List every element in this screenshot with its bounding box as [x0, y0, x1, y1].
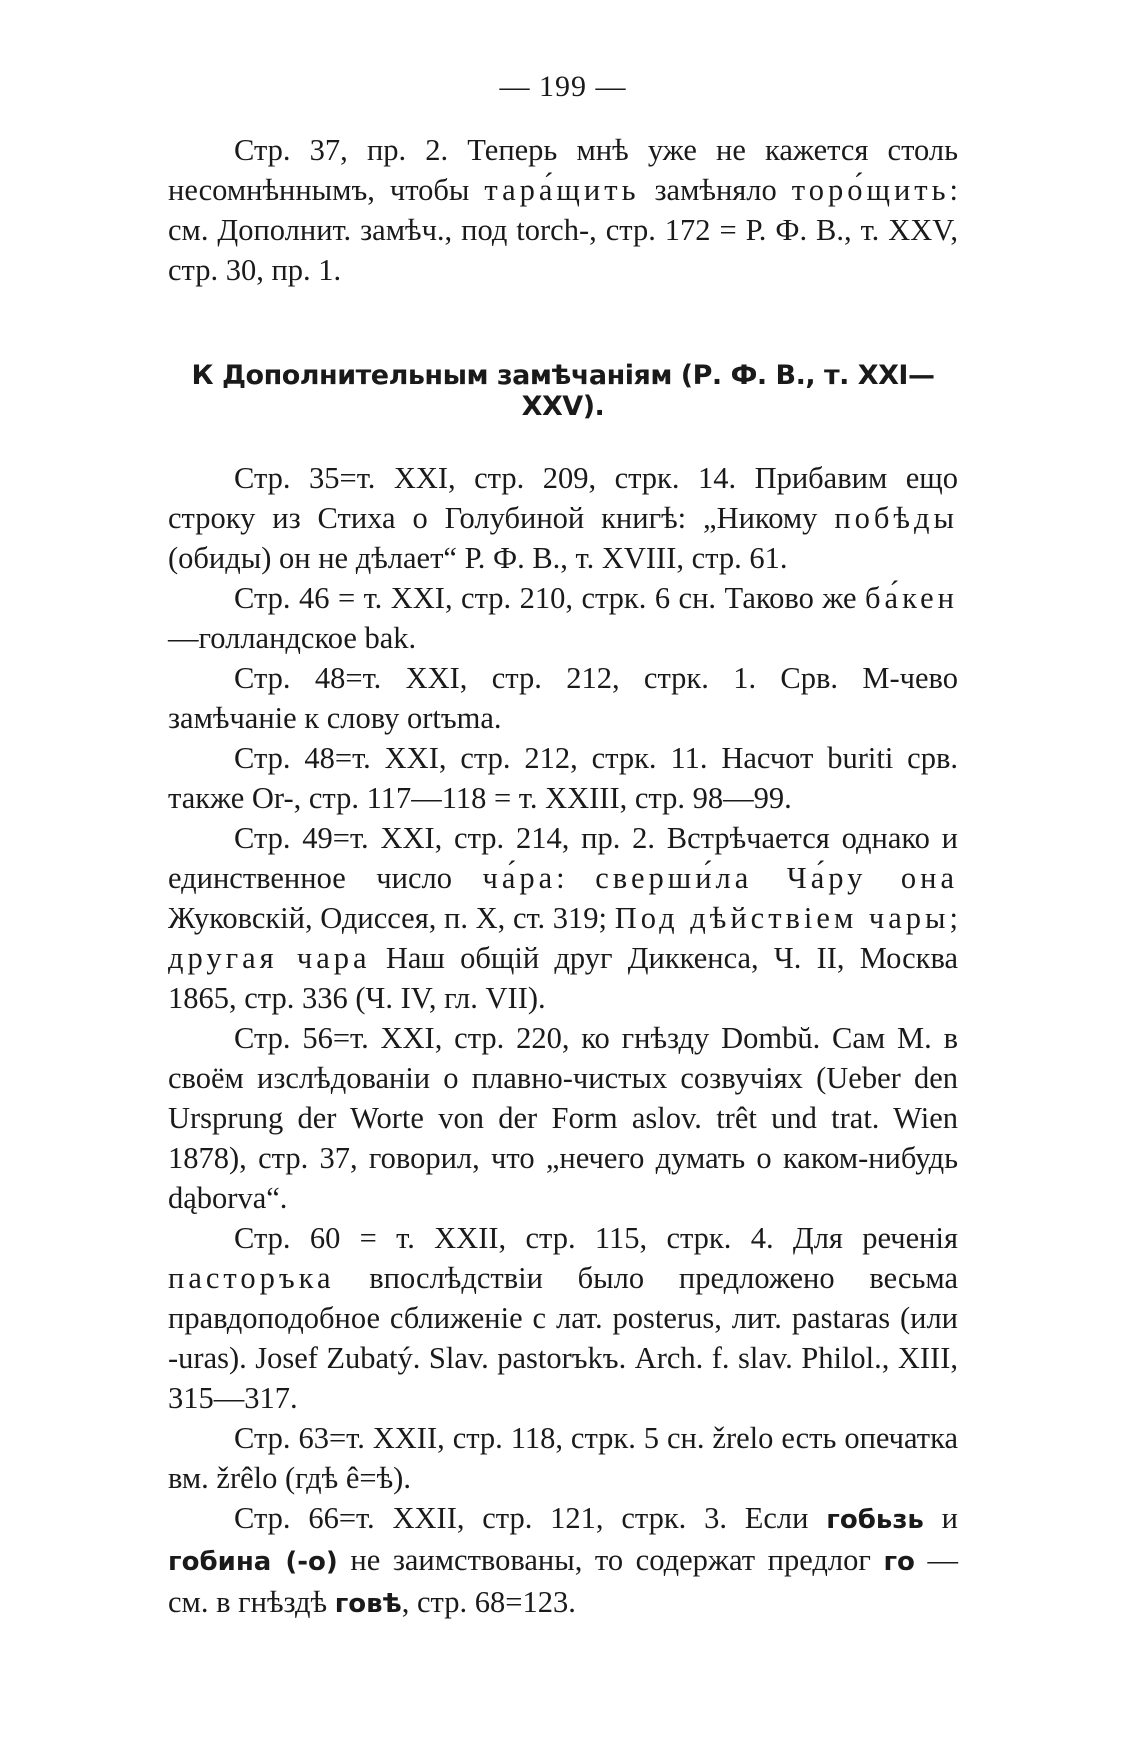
text-run: Стр. 66=т. XXII, стр. 121, стрк. 3. Если [234, 1501, 827, 1535]
entry-paragraph [168, 458, 958, 578]
text-run: Стр. 46 = т. XXI, стр. 210, стрк. 6 сн. Таково же [234, 581, 866, 615]
bold-word: говѣ [334, 1589, 402, 1619]
text-run: Стр. 49=т. XXI, стр. 214, пр. 2. Встрѣчается однако и единственное число [168, 821, 958, 895]
text-run: Наш общій друг Диккенса, Ч. II, Москва 1865, стр. 336 (Ч. IV, гл. VII). [168, 941, 959, 1015]
spaced-word: ба́кен [865, 581, 958, 615]
bold-word: гобьзь [826, 1505, 924, 1535]
text-run: , стр. 68=123. [401, 1585, 576, 1619]
text-run: замѣняло [639, 173, 792, 207]
text-run: Стр. 35=т. XXI, стр. 209, стрк. 14. Прибавим ещо строку из Стиха о Голубиной книгѣ: „Никому [168, 461, 958, 535]
text-run: (обиды) он не дѣлает“ Р. Ф. В., т. XVIII, стр. 61. [168, 541, 788, 575]
text-run: : [556, 861, 596, 895]
text-run: : см. Дополнит. замѣч., под torch-, стр. 172 = Р. Ф. В., т. XXV, стр. 30, пр. 1. [168, 173, 958, 287]
bold-word: гобина (-о) [168, 1547, 338, 1577]
text-run: Стр. 37, пр. 2. Теперь мнѣ уже не кажется столь несомнѣннымъ, чтобы [168, 133, 958, 207]
spaced-word: другая чара [168, 941, 371, 975]
text-run: впослѣдствіи было предложено весьма правдоподобное сближеніе с лат. posterus, лит. pastaras (или -uras). Josef Zubatý. Slav. pastorъkъ. Arch. f. slav. Philol., XIII, 315—317. [168, 1261, 958, 1415]
page [168, 70, 958, 1624]
intro-paragraph [168, 130, 958, 290]
spaced-word: пасторъка [168, 1261, 335, 1295]
bold-word: го [883, 1547, 915, 1577]
entry-paragraph: Стр. 56=т. XXI, стр. 220, ко гнѣзду Dombŭ. Сам М. в своём изслѣдованіи о плавно-чистых созвучіях (Ueber den Ursprung der Worte von der Form aslov. trêt und trat. Wien 1878), стр. 37, говорил, что „нечего думать о каком-нибудь dąborva“. [168, 1021, 958, 1215]
entry-paragraph [168, 818, 958, 1018]
section-heading: К Дополнительным замѣчаніям (Р. Ф. В., т. XXI—XXV). [191, 360, 935, 422]
text-run: Стр. 60 = т. XXII, стр. 115, стрк. 4. Для реченія [234, 1221, 958, 1255]
spaced-word: Под дѣйствіем чары [614, 901, 950, 935]
spaced-word: ча́ра [482, 861, 557, 895]
spaced-word: торо́щить [791, 173, 950, 207]
spaced-word: побѣды [834, 501, 958, 535]
entry-paragraph [168, 1498, 958, 1624]
spaced-word: сверши́ла Ча́ру она [595, 861, 958, 895]
entry-paragraph: Стр. 48=т. XXI, стр. 212, стрк. 1. Срв. М-чево замѣчаніе к слову ortъma. [168, 661, 958, 735]
text-run: — см. в гнѣздѣ [168, 1543, 958, 1619]
text-run: Жуковскій, Одиссея, п. X, ст. 319; [168, 901, 615, 935]
text-run: ; [949, 901, 959, 935]
page-number: — 199 — [499, 70, 627, 103]
spaced-word: тара́щить [484, 173, 640, 207]
entry-paragraph: Стр. 48=т. XXI, стр. 212, стрк. 11. Насчот buriti срв. также Or-, стр. 117—118 = т. XXIII, стр. 98—99. [168, 741, 958, 815]
entry-paragraph: Стр. 63=т. XXII, стр. 118, стрк. 5 сн. žrelo есть опечатка вм. žrêlo (гдѣ ê=ѣ). [168, 1421, 958, 1495]
text-run: —голландское bak. [168, 621, 417, 655]
entry-paragraph [168, 578, 958, 658]
text-run: и [923, 1501, 958, 1535]
text-run: не заимствованы, то содержат предлог [337, 1543, 884, 1577]
entry-paragraph [168, 1218, 958, 1418]
